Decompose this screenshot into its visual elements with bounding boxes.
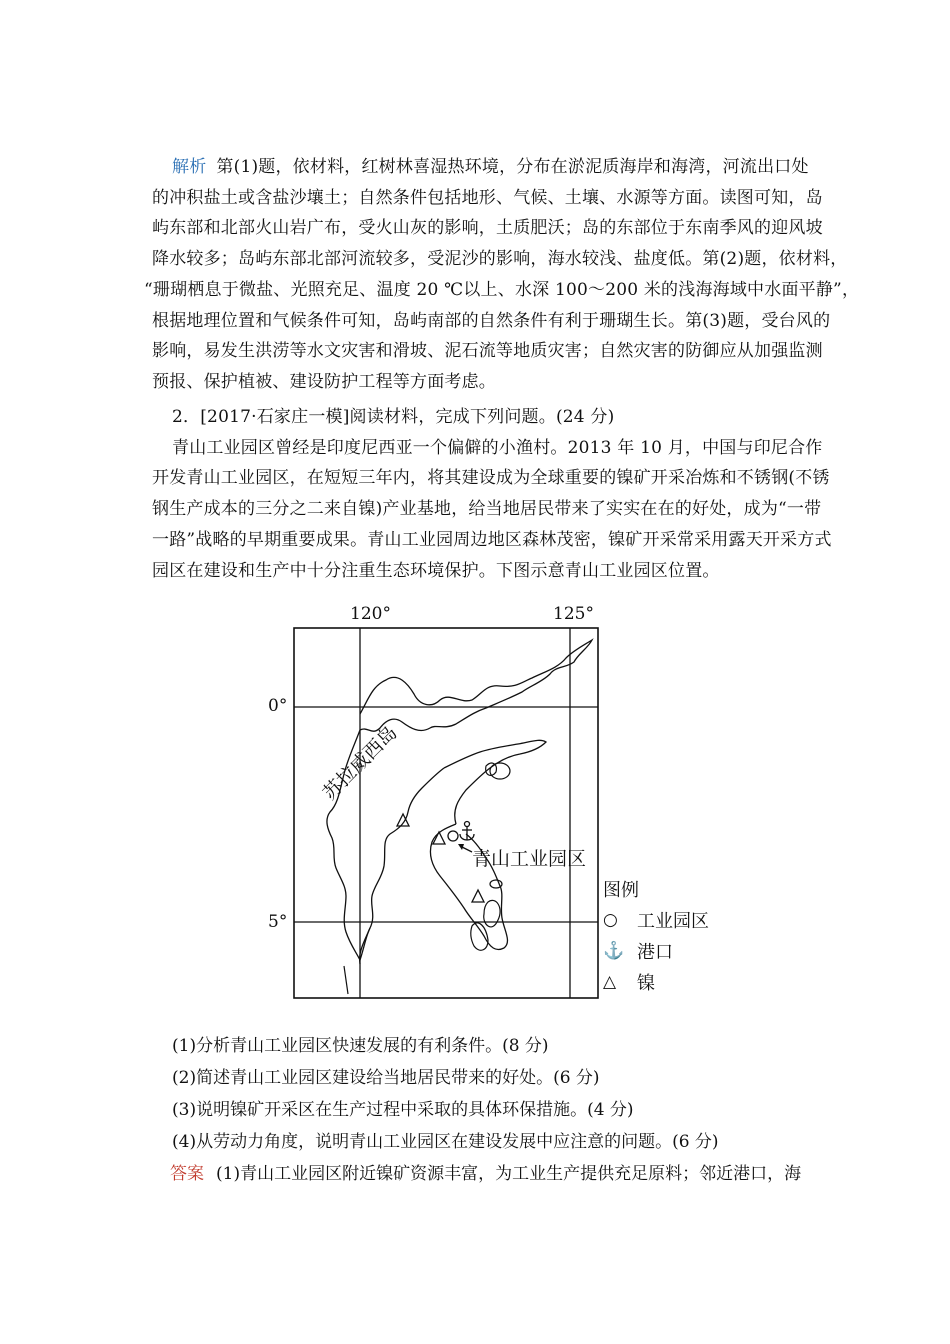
analysis-line-3: 屿东部和北部火山岩广布，受火山灰的影响，土质肥沃；岛的东部位于东南季风的迎风坡 bbox=[152, 218, 823, 239]
legend-title: 图例 bbox=[603, 879, 639, 901]
material-line-2: 开发青山工业园区，在短短三年内，将其建设成为全球重要的镍矿开采冶炼和不锈钢(不锈 bbox=[152, 468, 830, 489]
sub-question-3: (3)说明镍矿开采区在生产过程中采取的具体环保措施。(4 分) bbox=[172, 1100, 634, 1120]
circle-icon: ○ bbox=[603, 909, 618, 930]
island-small-4 bbox=[484, 900, 500, 927]
answer-text: (1)青山工业园区附近镍矿资源丰富，为工业生产提供充足原料；邻近港口，海 bbox=[216, 1164, 802, 1184]
island-small-5 bbox=[471, 923, 488, 950]
legend-item-label: 工业园区 bbox=[637, 910, 709, 932]
lon-label-120: 120° bbox=[350, 604, 391, 624]
island-small-3 bbox=[490, 880, 502, 888]
nickel-marker-3 bbox=[472, 890, 484, 902]
question-2-header: 2．[2017·石家庄一模]阅读材料，完成下列问题。(24 分) bbox=[172, 407, 615, 427]
sub-questions bbox=[172, 1030, 801, 1190]
island-small-6 bbox=[344, 966, 348, 994]
island-small-1 bbox=[490, 763, 510, 779]
map-legend bbox=[603, 873, 709, 997]
sub-question-1: (1)分析青山工业园区快速发展的有利条件。(8 分) bbox=[172, 1036, 549, 1056]
material-line-4: 一路”战略的早期重要成果。青山工业园周边地区森林茂密，镍矿开采常采用露天开采方式 bbox=[152, 529, 832, 550]
analysis-line-1: 解析 第(1)题，依材料，红树林喜湿热环境，分布在淤泥质海岸和海湾，河流出口处 bbox=[172, 157, 809, 177]
legend-title-row bbox=[603, 873, 709, 904]
analysis-line-8: 预报、保护植被、建设防护工程等方面考虑。 bbox=[152, 371, 496, 392]
anchor-icon: ⚓ bbox=[603, 940, 625, 961]
legend-item bbox=[603, 935, 709, 966]
question-2-section bbox=[152, 402, 832, 586]
legend-item-label: 镍 bbox=[637, 972, 655, 994]
park-label: 青山工业园区 bbox=[472, 848, 587, 870]
analysis-line-5: “珊瑚栖息于微盐、光照充足、温度 20 ℃以上、水深 100～200 米的浅海海域中水面平静”， bbox=[144, 279, 860, 300]
island-label: 苏拉威西岛 bbox=[318, 721, 402, 805]
port-anchor-marker bbox=[460, 822, 474, 841]
sulawesi-east-arm bbox=[444, 740, 546, 824]
material-line-1: 青山工业园区曾经是印度尼西亚一个偏僻的小渔村。2013 年 10 月，中国与印尼合作 bbox=[172, 437, 823, 458]
legend-item bbox=[603, 904, 709, 935]
triangle-icon: △ bbox=[603, 971, 617, 992]
industrial-park-marker bbox=[448, 831, 458, 841]
legend-item bbox=[603, 966, 709, 997]
lat-label-0: 0° bbox=[268, 696, 288, 716]
analysis-line-7: 影响，易发生洪涝等水文灾害和滑坡、泥石流等地质灾害；自然灾害的防御应从加强监测 bbox=[152, 341, 823, 362]
sub-question-4: (4)从劳动力角度，说明青山工业园区在建设发展中应注意的问题。(6 分) bbox=[172, 1132, 719, 1152]
lat-label-5: 5° bbox=[268, 912, 288, 932]
sub-question-2: (2)简述青山工业园区建设给当地居民带来的好处。(6 分) bbox=[172, 1068, 600, 1088]
analysis-line-2: 的冲积盐土或含盐沙壤土；自然条件包括地形、气候、土壤、水源等方面。读图可知，岛 bbox=[152, 187, 823, 208]
lon-label-125: 125° bbox=[553, 604, 594, 624]
answer-tag: 答案 bbox=[170, 1164, 204, 1184]
analysis-tag: 解析 bbox=[172, 157, 207, 177]
analysis-section bbox=[144, 152, 860, 398]
sulawesi-southeast-arm bbox=[430, 824, 507, 950]
legend-item-label: 港口 bbox=[637, 941, 673, 963]
answer-line bbox=[170, 1158, 801, 1190]
analysis-line-6: 根据地理位置和气候条件可知，岛屿南部的自然条件有利于珊瑚生长。第(3)题，受台风的 bbox=[152, 310, 831, 331]
material-line-5: 园区在建设和生产中十分注重生态环境保护。下图示意青山工业园区位置。 bbox=[152, 560, 720, 581]
sulawesi-north-arm bbox=[360, 640, 592, 731]
analysis-line-4: 降水较多；岛屿东部北部河流较多，受泥沙的影响，海水较浅、盐度低。第(2)题，依材料， bbox=[152, 249, 848, 270]
map-frame bbox=[294, 628, 598, 998]
material-line-3: 钢生产成本的三分之二来自镍)产业基地，给当地居民带来了实实在在的好处，成为“一带 bbox=[152, 499, 822, 520]
